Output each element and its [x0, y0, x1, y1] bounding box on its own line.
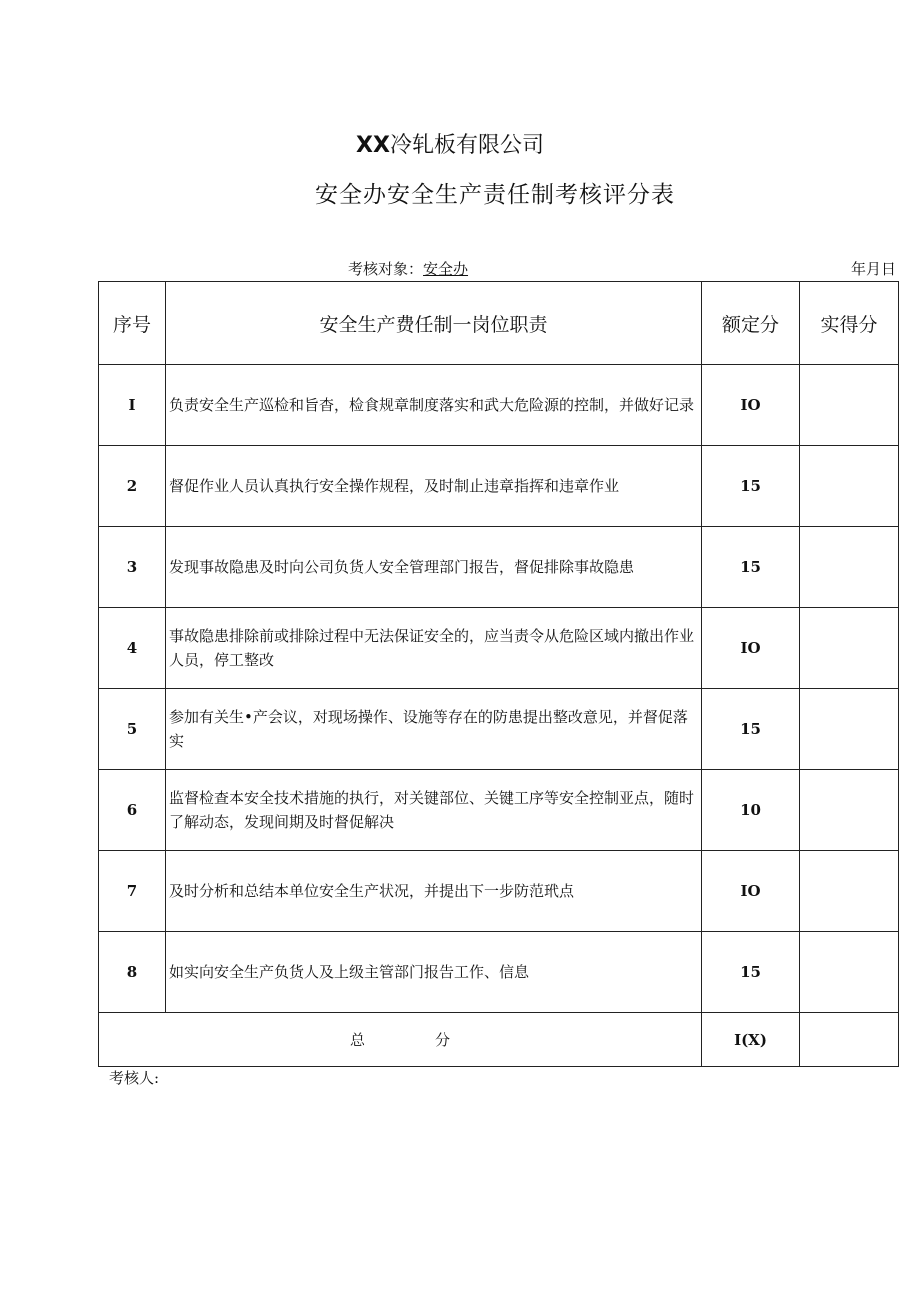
table-row: [99, 770, 899, 851]
row-duty: 监督检查本安全技术措施的执行，对关键部位、关键工序等安全控制亚点，随时了解动态，发现间期及时督促解决: [166, 770, 702, 851]
row-seq: 6: [99, 770, 166, 851]
column-header-rated-score: 额定分: [702, 282, 800, 365]
table-header-row: [99, 282, 899, 365]
row-seq: I: [99, 365, 166, 446]
company-name: [0, 128, 900, 159]
scoring-table: [98, 281, 899, 1067]
row-rated-score: 15: [702, 527, 800, 608]
total-label-a: 总: [349, 1031, 365, 1049]
date-label: 年月日: [850, 260, 896, 278]
row-duty: 及时分析和总结本单位安全生产状况，并提出下一步防范玳点: [166, 851, 702, 932]
row-duty: 事故隐患排除前或排除过程中无法保证安全的，应当责令从危险区域内撤出作业人员，停工整改: [166, 608, 702, 689]
row-seq: 5: [99, 689, 166, 770]
row-rated-score: IO: [702, 851, 800, 932]
row-rated-score: 15: [702, 932, 800, 1013]
row-seq: 7: [99, 851, 166, 932]
row-rated-score: 10: [702, 770, 800, 851]
assessor-label: 考核人:: [109, 1069, 160, 1087]
document-title: 安全办安全生产责任制考核评分表: [315, 182, 675, 208]
row-seq: 2: [99, 446, 166, 527]
row-actual-score[interactable]: [800, 689, 899, 770]
row-rated-score: IO: [702, 365, 800, 446]
row-actual-score[interactable]: [800, 770, 899, 851]
table-row: [99, 446, 899, 527]
row-duty: 发现事故隐患及时向公司负货人安全管理部门报告，督促排除事故隐患: [166, 527, 702, 608]
table-row: [99, 932, 899, 1013]
table-row: [99, 365, 899, 446]
assessment-target-label: 考核对象：: [348, 260, 424, 278]
company-prefix: XX: [356, 133, 390, 158]
total-actual-score[interactable]: [800, 1013, 899, 1067]
total-label-b: 分: [435, 1031, 451, 1049]
row-actual-score[interactable]: [800, 446, 899, 527]
column-header-actual-score: 实得分: [800, 282, 899, 365]
total-label: [99, 1013, 702, 1067]
row-duty: 督促作业人员认真执行安全操作规程，及时制止违章指挥和违章作业: [166, 446, 702, 527]
table-row: [99, 689, 899, 770]
row-duty: 如实向安全生产负货人及上级主管部门报告工作、信息: [166, 932, 702, 1013]
row-rated-score: 15: [702, 446, 800, 527]
row-seq: 3: [99, 527, 166, 608]
row-actual-score[interactable]: [800, 365, 899, 446]
table-row: [99, 608, 899, 689]
table-row: [99, 851, 899, 932]
total-row: [99, 1013, 899, 1067]
row-actual-score[interactable]: [800, 608, 899, 689]
row-duty: 负责安全生产巡检和旨杳，检食规章制度落实和武大危险源的控制，并做好记录: [166, 365, 702, 446]
row-rated-score: IO: [702, 608, 800, 689]
assessment-target: [348, 258, 468, 279]
company-name-rest: 冷轧板有限公司: [389, 133, 544, 158]
table-row: [99, 527, 899, 608]
row-seq: 4: [99, 608, 166, 689]
row-rated-score: 15: [702, 689, 800, 770]
column-header-duty: 安全生产费任制一岗位职责: [166, 282, 702, 365]
row-duty: 参加有关生•产会议，对现场操作、设施等存在的防患提出整改意见，并督促落实: [166, 689, 702, 770]
row-actual-score[interactable]: [800, 527, 899, 608]
row-actual-score[interactable]: [800, 851, 899, 932]
total-rated-score: I(X): [702, 1013, 800, 1067]
row-seq: 8: [99, 932, 166, 1013]
row-actual-score[interactable]: [800, 932, 899, 1013]
assessment-target-value: 安全办: [423, 260, 469, 278]
column-header-seq: 序号: [99, 282, 166, 365]
